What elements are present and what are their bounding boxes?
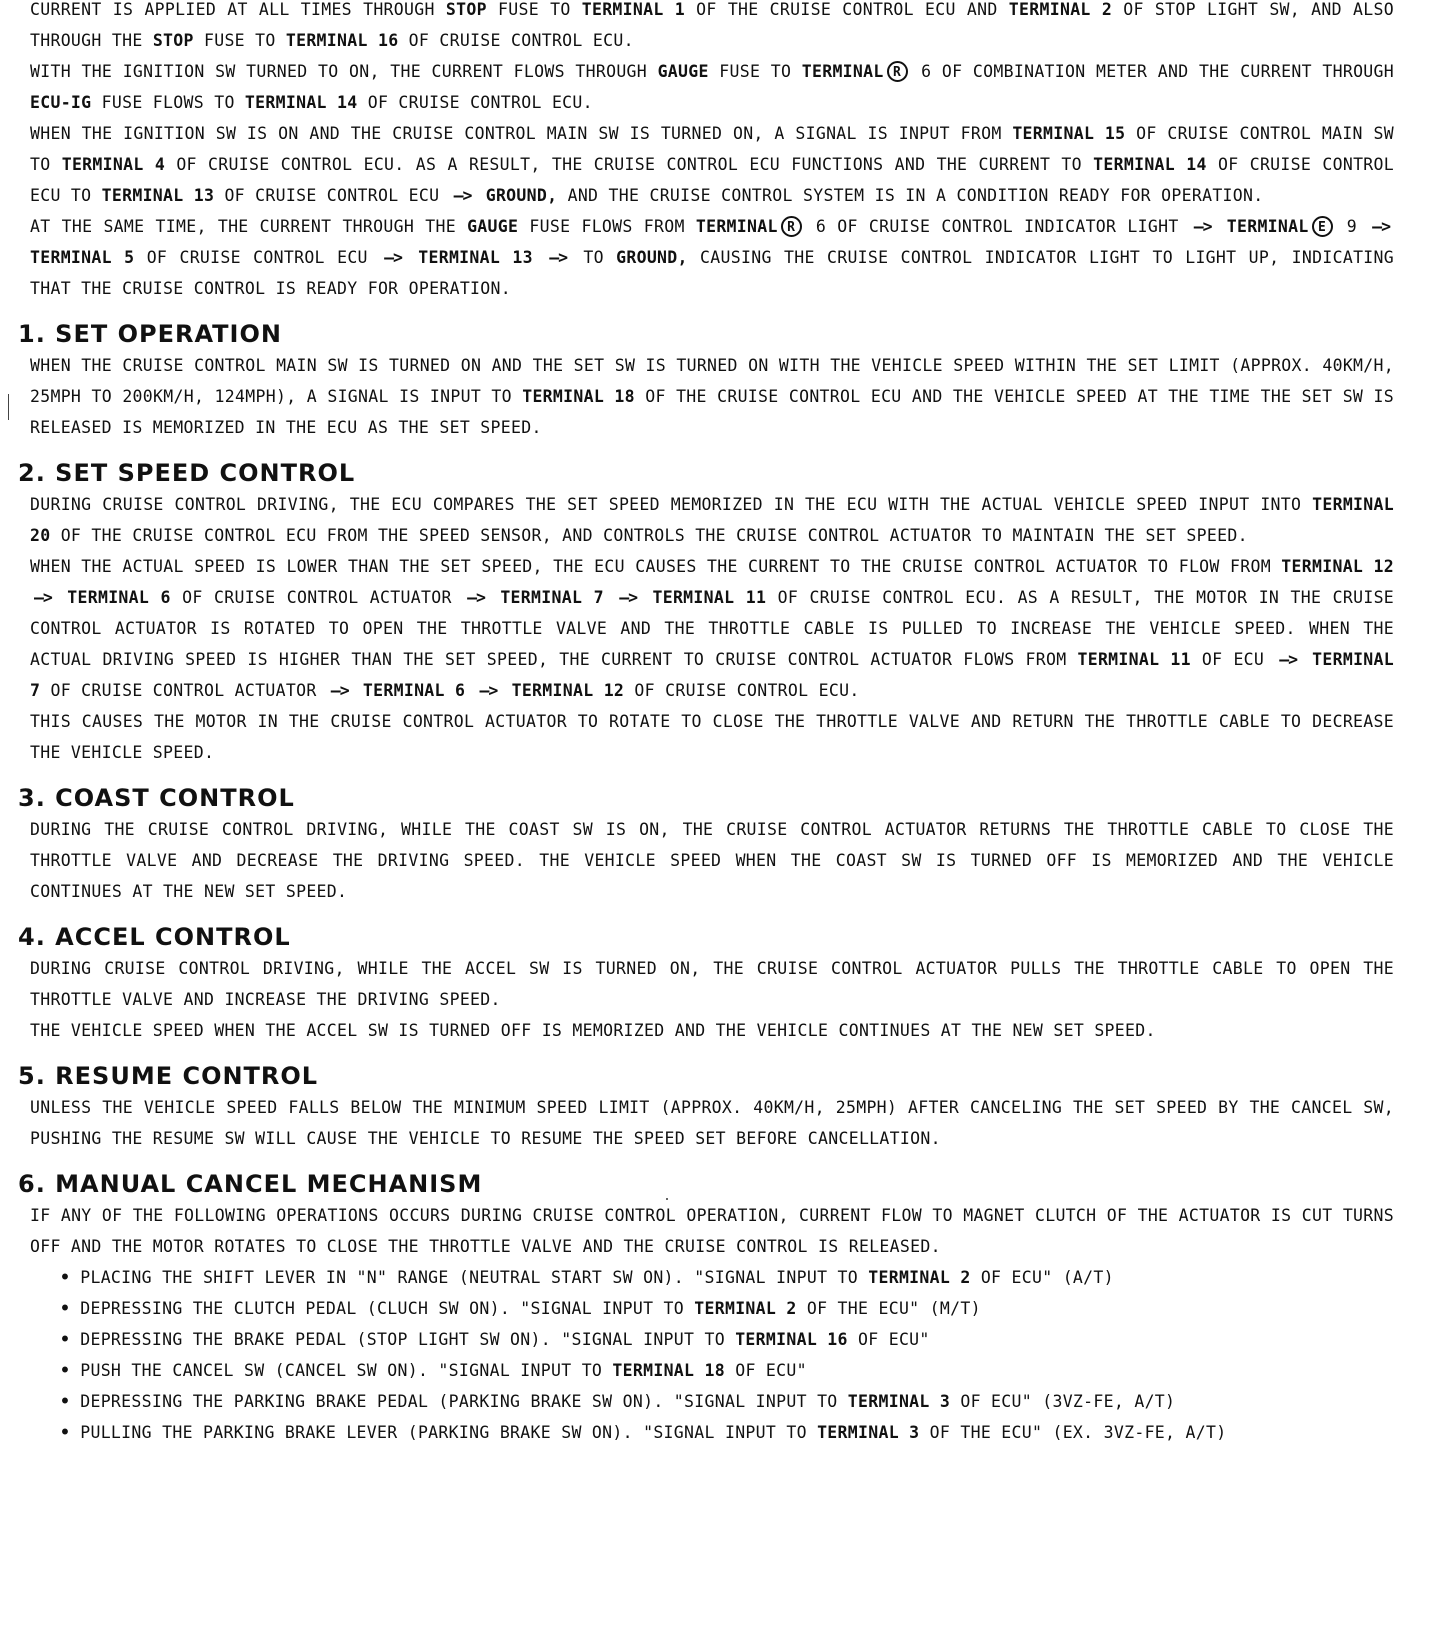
arrow-icon: —> [453, 186, 472, 205]
list-item [76, 1355, 1394, 1386]
bold-term: TERMINAL 16 [735, 1330, 848, 1349]
text-run: WHEN THE IGNITION SW IS ON AND THE CRUISE CONTROL MAIN SW IS TURNED ON, A SIGNAL IS INPUT FROM [30, 124, 1013, 143]
bold-term: TERMINAL 11 [1077, 650, 1191, 669]
bold-term: TERMINAL 1 [581, 0, 686, 19]
section-paragraph [30, 814, 1394, 907]
text-run: PLACING THE SHIFT LEVER IN "N" RANGE (NEUTRAL START SW ON). "SIGNAL INPUT TO [80, 1268, 869, 1287]
section [18, 318, 1394, 443]
bold-term: TERMINAL 18 [522, 387, 635, 406]
intro-paragraph [30, 56, 1394, 118]
text-run: DEPRESSING THE PARKING BRAKE PEDAL (PARKING BRAKE SW ON). "SIGNAL INPUT TO [80, 1392, 848, 1411]
text-run: DURING THE CRUISE CONTROL DRIVING, WHILE THE COAST SW IS ON, THE CRUISE CONTROL ACTUATOR RETURNS THE THROTTLE CABLE TO CLOSE THE THROTTLE VALVE AND DECREASE THE DRIVING SPEED. THE VEHICLE SPEED WHEN THE COAST SW IS TURNED OFF IS MEMORIZED AND THE VEHICLE CONTINUES AT THE NEW SET SPEED. [30, 820, 1394, 901]
arrow-icon: —> [549, 248, 568, 267]
text-run: OF CRUISE CONTROL ECU. AS A RESULT, THE CRUISE CONTROL ECU FUNCTIONS AND THE CURRENT TO [165, 155, 1094, 174]
text-run: OF ECU" [847, 1330, 930, 1349]
list-item [76, 1324, 1394, 1355]
arrow-icon: —> [467, 588, 485, 607]
bold-term: TERMINAL 2 [1008, 0, 1113, 19]
text-run: OF CRUISE CONTROL ACTUATOR [170, 588, 464, 607]
section-heading: 4. ACCEL CONTROL [18, 923, 291, 951]
section [18, 1168, 1394, 1448]
text-run [501, 681, 511, 700]
text-run: FUSE FLOWS FROM [518, 217, 696, 236]
intro-paragraph [30, 211, 1394, 304]
text-run: 6 OF COMBINATION METER AND THE CURRENT THROUGH [910, 62, 1395, 81]
bold-term: TERMINAL 16 [285, 31, 399, 50]
bold-term: TERMINAL 3 [817, 1423, 920, 1442]
text-run: OF ECU" (A/T) [970, 1268, 1114, 1287]
text-run: OF CRUISE CONTROL ECU. [624, 681, 860, 700]
section-heading: 5. RESUME CONTROL [18, 1062, 319, 1090]
text-run [475, 186, 485, 205]
section [18, 457, 1394, 768]
section-paragraph [30, 350, 1394, 443]
circled-letter: E [1312, 216, 1333, 237]
text-run: DEPRESSING THE CLUTCH PEDAL (CLUCH SW ON). "SIGNAL INPUT TO [80, 1299, 695, 1318]
bold-term: TERMINAL 14 [1093, 155, 1207, 174]
text-run: OF STOP LIGHT SW, AND ALSO THROUGH THE [30, 0, 1394, 50]
text-run: OF CRUISE CONTROL ECU. [357, 93, 593, 112]
text-run [353, 681, 363, 700]
circled-letter: R [887, 61, 908, 82]
text-run: OF THE ECU" (M/T) [796, 1299, 981, 1318]
list-item [76, 1417, 1394, 1448]
text-run: OF CRUISE CONTROL MAIN SW TO [30, 124, 1394, 174]
section [18, 782, 1394, 907]
text-run: 6 OF CRUISE CONTROL INDICATOR LIGHT [804, 217, 1190, 236]
arrow-icon: —> [479, 681, 498, 700]
text-run: DURING CRUISE CONTROL DRIVING, THE ECU COMPARES THE SET SPEED MEMORIZED IN THE ECU WITH THE ACTUAL VEHICLE SPEED INPUT INTO [30, 495, 1313, 514]
text-run [465, 681, 475, 700]
text-run: OF THE CRUISE CONTROL ECU FROM THE SPEED SENSOR, AND CONTROLS THE CRUISE CONTROL ACTUATOR TO MAINTAIN THE SET SPEED. [50, 526, 1248, 545]
section-paragraph [30, 1200, 1394, 1262]
margin-mark [8, 394, 9, 420]
text-run: CAUSING THE CRUISE CONTROL INDICATOR LIGHT TO LIGHT UP, INDICATING THAT THE CRUISE CONTROL IS READY FOR OPERATION. [30, 248, 1395, 298]
text-run: WITH THE IGNITION SW TURNED TO ON, THE CURRENT FLOWS THROUGH [30, 62, 658, 81]
bold-term: TERMINAL 20 [30, 495, 1394, 545]
bold-term: GAUGE [467, 217, 519, 236]
text-run: THIS CAUSES THE MOTOR IN THE CRUISE CONTROL ACTUATOR TO ROTATE TO CLOSE THE THROTTLE VALVE AND RETURN THE THROTTLE CABLE TO DECREASE THE VEHICLE SPEED. [30, 712, 1394, 762]
text-run: AND THE CRUISE CONTROL SYSTEM IS IN A CONDITION READY FOR OPERATION. [557, 186, 1264, 205]
section-heading: 3. COAST CONTROL [18, 784, 295, 812]
text-run [641, 588, 652, 607]
text-run: FUSE FLOWS TO [91, 93, 245, 112]
bold-term: TERMINAL 11 [652, 588, 767, 607]
section-paragraph [30, 551, 1394, 706]
text-run: OF CRUISE CONTROL ECU [134, 248, 381, 267]
section-heading: 6. MANUAL CANCEL MECHANISM [18, 1170, 483, 1198]
bold-term: STOP [152, 31, 194, 50]
list-item [76, 1293, 1394, 1324]
sections [18, 318, 1394, 1448]
section-paragraph [30, 706, 1394, 768]
bold-term: TERMINAL 14 [244, 93, 358, 112]
text-run: WHEN THE ACTUAL SPEED IS LOWER THAN THE SET SPEED, THE ECU CAUSES THE CURRENT TO THE CRUISE CONTROL ACTUATOR TO FLOW FROM [30, 557, 1282, 576]
bold-term: TERMINAL 2 [868, 1268, 971, 1287]
text-run: OF CRUISE CONTROL ECU TO [30, 155, 1395, 205]
circled-letter: R [781, 216, 802, 237]
text-run [1301, 650, 1312, 669]
arrow-icon: —> [384, 248, 402, 267]
arrow-icon: —> [619, 588, 638, 607]
text-run: WHEN THE CRUISE CONTROL MAIN SW IS TURNED ON AND THE SET SW IS TURNED ON WITH THE VEHICLE SPEED WITHIN THE SET LIMIT (APPROX. 40KM/H, 25MPH TO 200KM/H, 124MPH), A SIGNAL IS INPUT TO [30, 356, 1394, 406]
bold-term: TERMINAL 12 [511, 681, 625, 700]
bold-term: TERMINAL 13 [418, 248, 533, 267]
bold-term: TERMINAL [801, 62, 884, 81]
bold-term: TERMINAL 13 [101, 186, 215, 205]
bold-term: GAUGE [657, 62, 709, 81]
scan-speck [666, 1198, 668, 1200]
bold-term: TERMINAL 7 [500, 588, 604, 607]
bold-term: TERMINAL 2 [694, 1299, 797, 1318]
bold-term: TERMINAL 7 [30, 650, 1395, 700]
text-run: OF CRUISE CONTROL ACTUATOR [40, 681, 327, 700]
text-run: FUSE TO [486, 0, 582, 19]
intro-text [18, 0, 1394, 304]
text-run: THE VEHICLE SPEED WHEN THE ACCEL SW IS TURNED OFF IS MEMORIZED AND THE VEHICLE CONTINUES AT THE NEW SET SPEED. [30, 1021, 1156, 1040]
bold-term: TERMINAL [1226, 217, 1309, 236]
section-paragraph [30, 1015, 1394, 1046]
bold-term: TERMINAL 3 [847, 1392, 951, 1411]
intro-paragraph [30, 0, 1394, 56]
section-paragraph [30, 1092, 1394, 1154]
arrow-icon: —> [1279, 650, 1298, 669]
text-run [533, 248, 545, 267]
text-run: UNLESS THE VEHICLE SPEED FALLS BELOW THE MINIMUM SPEED LIMIT (APPROX. 40KM/H, 25MPH) AFTER CANCELING THE SET SPEED BY THE CANCEL SW, PUSHING THE RESUME SW WILL CAUSE THE VEHICLE TO RESUME THE SPEED SET BEFORE CANCELLATION. [30, 1098, 1394, 1148]
text-run: OF CRUISE CONTROL ECU. AS A RESULT, THE MOTOR IN THE CRUISE CONTROL ACTUATOR IS ROTATED TO OPEN THE THROTTLE VALVE AND THE THROTTLE CABLE IS PULLED TO INCREASE THE VEHICLE SPEED. WHEN THE ACTUAL DRIVING SPEED IS HIGHER THAN THE SET SPEED, THE CURRENT TO CRUISE CONTROL ACTUATOR FLOWS FROM [30, 588, 1395, 669]
section [18, 1060, 1394, 1154]
text-run [406, 248, 418, 267]
text-run: OF THE CRUISE CONTROL ECU AND [685, 0, 1009, 19]
text-run: OF ECU" (3VZ-FE, A/T) [950, 1392, 1176, 1411]
text-run: PUSH THE CANCEL SW (CANCEL SW ON). "SIGNAL INPUT TO [80, 1361, 613, 1380]
list-item [76, 1262, 1394, 1293]
bold-term: ECU-IG [30, 93, 92, 112]
text-run: IF ANY OF THE FOLLOWING OPERATIONS OCCURS DURING CRUISE CONTROL OPERATION, CURRENT FLOW TO MAGNET CLUTCH OF THE ACTUATOR IS CUT TURNS OFF AND THE MOTOR ROTATES TO CLOSE THE THROTTLE VALVE AND THE CRUISE CONTROL IS RELEASED. [30, 1206, 1394, 1256]
text-run [1216, 217, 1227, 236]
bold-term: STOP [445, 0, 487, 19]
section-paragraph [30, 953, 1394, 1015]
bold-term: TERMINAL 4 [61, 155, 166, 174]
text-run: OF ECU" [724, 1361, 807, 1380]
text-run: 9 [1335, 217, 1369, 236]
text-run: PULLING THE PARKING BRAKE LEVER (PARKING BRAKE SW ON). "SIGNAL INPUT TO [80, 1423, 818, 1442]
bold-term: TERMINAL 18 [612, 1361, 725, 1380]
text-run: OF ECU [1190, 650, 1276, 669]
section-paragraph [30, 489, 1394, 551]
section-heading: 2. SET SPEED CONTROL [18, 459, 356, 487]
arrow-icon: —> [330, 681, 349, 700]
bold-term: TERMINAL 6 [362, 681, 466, 700]
text-run: TO [571, 248, 617, 267]
bold-term: TERMINAL 6 [67, 588, 171, 607]
text-run: OF THE ECU" (EX. 3VZ-FE, A/T) [919, 1423, 1227, 1442]
text-run: OF CRUISE CONTROL ECU [214, 186, 450, 205]
bold-term: GROUND, [485, 186, 558, 205]
arrow-icon: —> [1193, 217, 1212, 236]
text-run: AT THE SAME TIME, THE CURRENT THROUGH THE [30, 217, 468, 236]
cancel-conditions-list [18, 1262, 1394, 1448]
text-run: DEPRESSING THE BRAKE PEDAL (STOP LIGHT SW ON). "SIGNAL INPUT TO [80, 1330, 736, 1349]
text-run: FUSE TO [193, 31, 286, 50]
arrow-icon: —> [1372, 217, 1391, 236]
text-run: DURING CRUISE CONTROL DRIVING, WHILE THE ACCEL SW IS TURNED ON, THE CRUISE CONTROL ACTUATOR PULLS THE THROTTLE CABLE TO OPEN THE THROTTLE VALVE AND INCREASE THE DRIVING SPEED. [30, 959, 1394, 1009]
arrow-icon: —> [34, 588, 52, 607]
text-run: CURRENT IS APPLIED AT ALL TIMES THROUGH [30, 0, 446, 19]
text-run: OF THE CRUISE CONTROL ECU AND THE VEHICLE SPEED AT THE TIME THE SET SW IS RELEASED IS MEMORIZED IN THE ECU AS THE SET SPEED. [30, 387, 1394, 437]
text-run: OF CRUISE CONTROL ECU. [398, 31, 634, 50]
bold-term: GROUND, [616, 248, 688, 267]
section-heading: 1. SET OPERATION [18, 320, 282, 348]
bold-term: TERMINAL [695, 217, 778, 236]
text-run [489, 588, 500, 607]
bold-term: TERMINAL 12 [1281, 557, 1394, 576]
list-item [76, 1386, 1394, 1417]
bold-term: TERMINAL 5 [30, 248, 135, 267]
bold-term: TERMINAL 15 [1012, 124, 1126, 143]
text-run [604, 588, 615, 607]
intro-paragraph [30, 118, 1394, 211]
text-run: FUSE TO [708, 62, 802, 81]
text-run [56, 588, 67, 607]
section [18, 921, 1394, 1046]
